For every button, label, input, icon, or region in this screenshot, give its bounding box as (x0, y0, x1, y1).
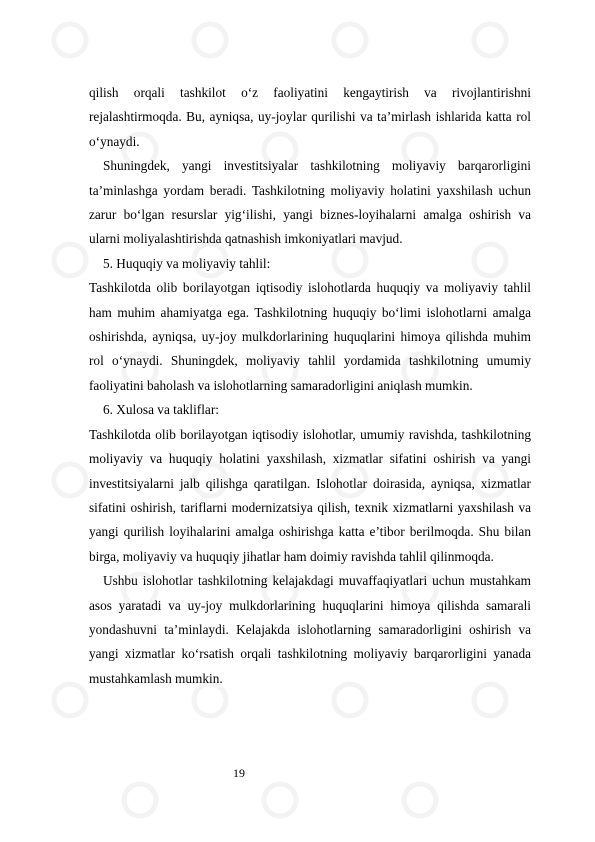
section-heading: 5. Huquqiy va moliyaviy tahlil: (103, 255, 271, 271)
section-heading: 6. Xulosa va takliflar: (103, 402, 219, 418)
paragraph: Ushbu islohotlar tashkilotning kelajakdagi muvaffaqiyatlari uchun mustahkam asos yaratadi va uy-joy mulkdorlarining huquqlarini himoya qilishda samarali yondashuvni ta’minlaydi. Kelajakda islohotlarning samaradorligini oshirish va yangi xizmatlar ko‘rsatish orqali tashkilotning moliyaviy barqarorligini yanada mustahkamlash mumkin. (89, 573, 531, 686)
paragraph: Tashkilotda olib borilayotgan iqtisodiy islohotlarda huquqiy va moliyaviy tahlil ham muhim ahamiyatga ega. Tashkilotning huquqiy bo‘limi islohotlarni amalga oshirishda, ayniqsa, uy-joy mulkdorlarining huquqlarini himoya qilishda muhim rol o‘ynaydi. Shuningdek, moliyaviy tahlil yordamida tashkilotning umumiy faoliyatini baholash va islohotlarning samaradorligini aniqlash mumkin. (89, 280, 531, 393)
paragraph: qilish orqali tashkilot o‘z faoliyatini kengaytirish va rivojlantirishni rejalashtirmoqda. Bu, ayniqsa, uy-joylar qurilishi va ta’mirlash ishlarida katta rol o‘ynaydi. (89, 85, 531, 149)
body-text (89, 81, 531, 691)
page-number: 19 (233, 766, 245, 780)
paragraph: Tashkilotda olib borilayotgan iqtisodiy islohotlar, umumiy ravishda, tashkilotning moliyaviy va huquqiy holatini yaxshilash, xizmatlar sifatini oshirish va yangi investitsiyalarni jalb qilishga qaratilgan. Islohotlar doirasida, ayniqsa, xizmatlar sifatini oshirish, tariflarni modernizatsiya qilish, texnik xizmatlarni yaxshilash va yangi qurilish loyihalarini amalga oshirishga katta e’tibor berilmoqda. Shu bilan birga, moliyaviy va huquqiy jihatlar ham doimiy ravishda tahlil qilinmoqda. (89, 426, 531, 564)
paragraph: Shuningdek, yangi investitsiyalar tashkilotning moliyaviy barqarorligini ta’minlashga yordam beradi. Tashkilotning moliyaviy holatini yaxshilash uchun zarur bo‘lgan resurslar yig‘ilishi, yangi biznes-loyihalarni amalga oshirish va ularni moliyalashtirishda qatnashish imkoniyatlari mavjud. (89, 158, 531, 247)
